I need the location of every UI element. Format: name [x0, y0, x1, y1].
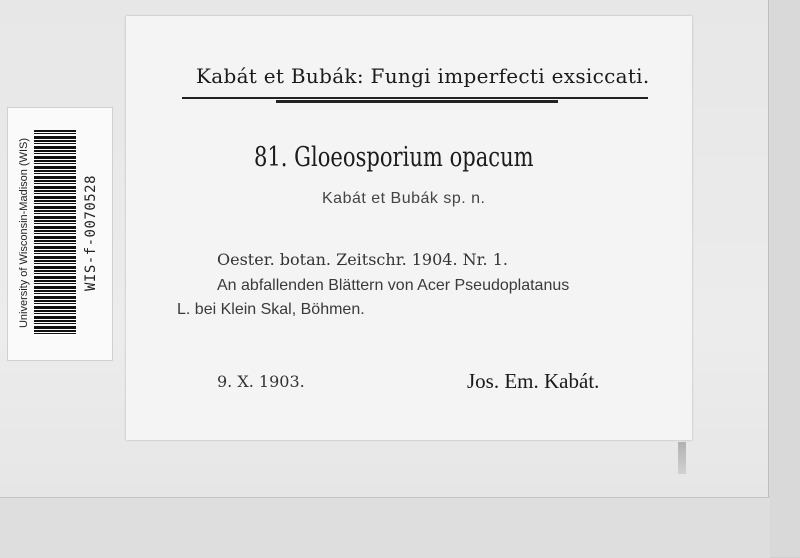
series-title: Kabát et Bubák: Fungi imperfecti exsiccati. [196, 64, 650, 88]
barcode [34, 130, 76, 336]
header-rule [182, 97, 648, 99]
species-authors: Kabát et Bubák sp. n. [322, 190, 486, 207]
species-name: 81. Gloeosporium opacum [254, 142, 534, 173]
collector-name: Jos. Em. Kabát. [467, 369, 600, 393]
sheet-edge-bottom [0, 497, 770, 558]
barcode-id: WIS-f-0070528 [83, 174, 99, 292]
sheet-edge-right [768, 0, 800, 557]
publication-reference: Oester. botan. Zeitschr. 1904. Nr. 1. [217, 250, 508, 269]
sheet-mark [678, 442, 686, 474]
institution-name: University of Wisconsin-Madison (WIS) [18, 137, 30, 329]
header-rule-thick [276, 100, 558, 103]
habitat-description: An abfallenden Blättern von Acer Pseudoplatanus [217, 277, 570, 294]
collection-date: 9. X. 1903. [217, 372, 305, 391]
locality-description: L. bei Klein Skal, Böhmen. [177, 301, 365, 318]
